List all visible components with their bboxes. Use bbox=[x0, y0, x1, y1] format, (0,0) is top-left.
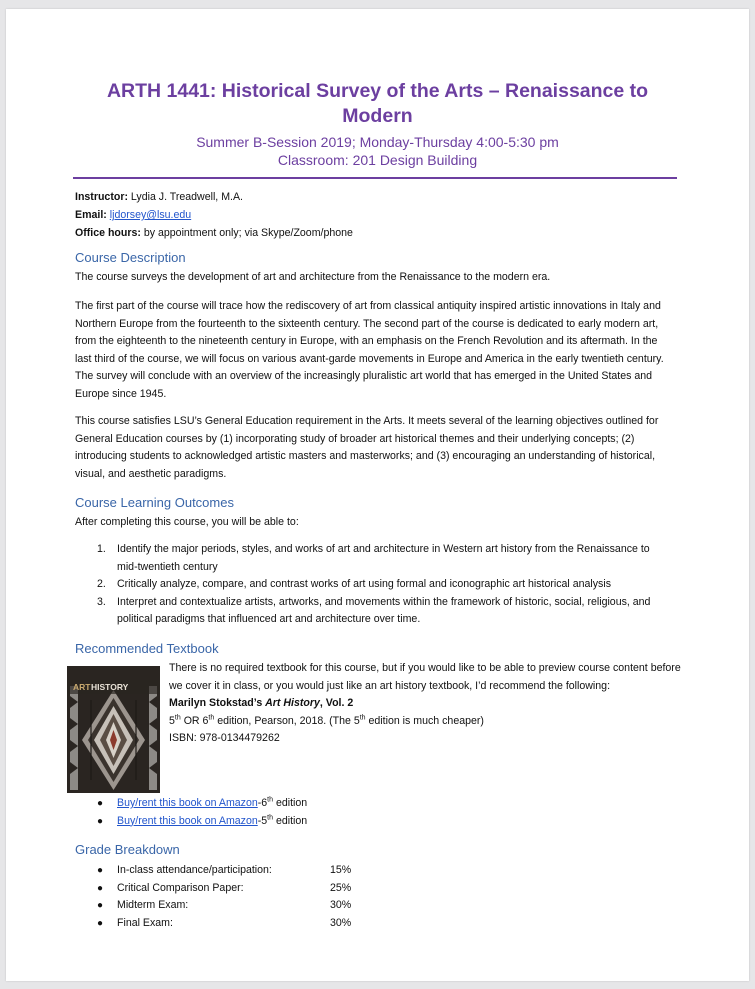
outcome-item bbox=[75, 576, 671, 594]
edition-text: OR 6 bbox=[180, 714, 209, 727]
link-suffix: -5 bbox=[257, 814, 268, 827]
instructor-name: Lydia J. Treadwell, M.A. bbox=[127, 191, 243, 203]
office-hours-row bbox=[75, 225, 675, 243]
amazon-link-5th[interactable]: Buy/rent this book on Amazon bbox=[117, 814, 258, 827]
edition-text: edition, Pearson, 2018. (The 5 bbox=[214, 714, 360, 727]
textbook-author: Marilyn Stokstad’s bbox=[169, 697, 266, 709]
outcome-text: Identify the major periods, styles, and works of art and architecture in Western art history from the Renaissance to mid-twentieth century bbox=[117, 543, 650, 573]
bullet-icon: ● bbox=[97, 900, 104, 911]
grade-label: Critical Comparison Paper: bbox=[117, 881, 244, 894]
instructor-row bbox=[75, 189, 675, 207]
grade-label: In-class attendance/participation: bbox=[117, 864, 272, 876]
textbook-isbn: ISBN: 978-0134479262 bbox=[169, 732, 280, 744]
grade-label: Midterm Exam: bbox=[117, 899, 189, 911]
grade-value: 30% bbox=[330, 916, 352, 929]
link-suffix: edition bbox=[273, 814, 308, 827]
outcomes-list bbox=[75, 541, 671, 629]
edition-text: 5 bbox=[169, 714, 175, 727]
link-sup: th bbox=[267, 796, 274, 804]
grade-item bbox=[75, 862, 351, 880]
document-page bbox=[6, 9, 749, 981]
outcome-number: 2. bbox=[97, 578, 106, 590]
outcome-item bbox=[75, 594, 671, 629]
textbook-intro: There is no required textbook for this course, but if you would like to be able to preview course content before we cover it in class, or you would just like an art history textbook, I’d recommend the following: bbox=[169, 662, 681, 692]
textbook-cover-image bbox=[67, 666, 160, 793]
header-divider bbox=[73, 177, 677, 179]
textbook-heading: Recommended Textbook bbox=[75, 641, 219, 656]
instructor-info bbox=[75, 189, 675, 243]
cover-title-text: ART bbox=[73, 682, 91, 692]
link-sup: th bbox=[267, 813, 274, 821]
session-line: Summer B-Session 2019; Monday-Thursday 4:00-5:30 pm bbox=[196, 134, 559, 150]
description-paragraph-1: The course surveys the development of art and architecture from the Renaissance to the modern era. bbox=[75, 271, 551, 283]
bullet-icon: ● bbox=[97, 798, 104, 809]
edition-sup: th bbox=[208, 713, 215, 721]
outcome-text: Interpret and contextualize artists, artworks, and movements within the framework of historic, social, religious, and political paradigms that influenced art and architecture over time. bbox=[117, 595, 651, 625]
email-row bbox=[75, 207, 675, 225]
textbook-title-line bbox=[169, 695, 689, 713]
outcome-item bbox=[75, 541, 671, 576]
classroom-line: Classroom: 201 Design Building bbox=[277, 152, 478, 168]
purchase-link-item bbox=[75, 795, 307, 813]
grade-item bbox=[75, 880, 351, 898]
instructor-label: Instructor: bbox=[75, 191, 128, 203]
bullet-icon: ● bbox=[97, 882, 104, 894]
grade-list bbox=[75, 862, 351, 932]
cover-title-text: HISTORY bbox=[91, 682, 129, 692]
outcome-text: Critically analyze, compare, and contrast works of art using formal and iconographic art historical analysis bbox=[117, 578, 612, 590]
outcome-number: 1. bbox=[97, 543, 106, 555]
textbook-book-title: Art History bbox=[265, 697, 320, 709]
link-suffix: -6 bbox=[257, 797, 268, 809]
email-label: Email: bbox=[75, 209, 107, 221]
purchase-link-item bbox=[75, 813, 307, 831]
purchase-links-list bbox=[75, 795, 307, 830]
link-suffix: edition bbox=[273, 797, 308, 809]
grade-breakdown-heading: Grade Breakdown bbox=[75, 842, 180, 857]
textbook-edition-line bbox=[169, 713, 689, 731]
textbook-volume: , Vol. 2 bbox=[319, 697, 354, 709]
textbook-details bbox=[169, 660, 689, 748]
grade-value: 30% bbox=[330, 899, 352, 911]
description-paragraph-2: The first part of the course will trace how the rediscovery of art from classical antiquity inspired artistic innovations in Italy and Northern Europe from the fourteenth to the sixteenth century. The second part of the course is dedicated to early modern art, from the eighteenth to the nineteenth century in Europe, with an emphasis on the French Revolution and its aftermath. In the last third of the course, we will focus on various avant-garde movements in Europe and America in the early twentieth century. The survey will conclude with an overview of the increasingly pluralistic art world that has emerged in the United States and Europe since 1945. bbox=[75, 300, 664, 400]
bullet-icon: ● bbox=[97, 865, 104, 876]
bullet-icon: ● bbox=[97, 815, 104, 827]
amazon-link-6th[interactable]: Buy/rent this book on Amazon bbox=[117, 797, 258, 809]
description-paragraph-3: This course satisfies LSU’s General Education requirement in the Arts. It meets several of the learning objectives outlined for General Education courses by (1) incorporating study of broader art historical themes and their underlying concepts; (2) introducing students to acknowledged artistic masters and masterworks; and (3) encouraging an understanding of historical, visual, and aesthetic paradigms. bbox=[75, 415, 659, 480]
outcome-number: 3. bbox=[97, 595, 106, 608]
grade-item bbox=[75, 897, 351, 915]
grade-value: 15% bbox=[330, 864, 352, 876]
email-link[interactable]: ljdorsey@lsu.edu bbox=[109, 209, 192, 221]
textbook-cover-art bbox=[67, 666, 160, 793]
edition-text: edition is much cheaper) bbox=[365, 714, 484, 727]
grade-item bbox=[75, 915, 351, 933]
course-title: ARTH 1441: Historical Survey of the Arts – Renaissance to Modern bbox=[106, 80, 649, 127]
edition-sup: th bbox=[359, 713, 366, 721]
bullet-icon: ● bbox=[97, 917, 104, 929]
edition-sup: th bbox=[174, 713, 181, 721]
grade-label: Final Exam: bbox=[117, 916, 173, 929]
outcomes-intro: After completing this course, you will be able to: bbox=[75, 516, 299, 528]
header-block bbox=[6, 79, 749, 169]
grade-value: 25% bbox=[330, 881, 352, 894]
office-hours-label: Office hours: bbox=[75, 227, 141, 239]
course-description-heading: Course Description bbox=[75, 250, 186, 265]
office-hours-value: by appointment only; via Skype/Zoom/phone bbox=[140, 227, 353, 239]
learning-outcomes-heading: Course Learning Outcomes bbox=[75, 495, 234, 510]
